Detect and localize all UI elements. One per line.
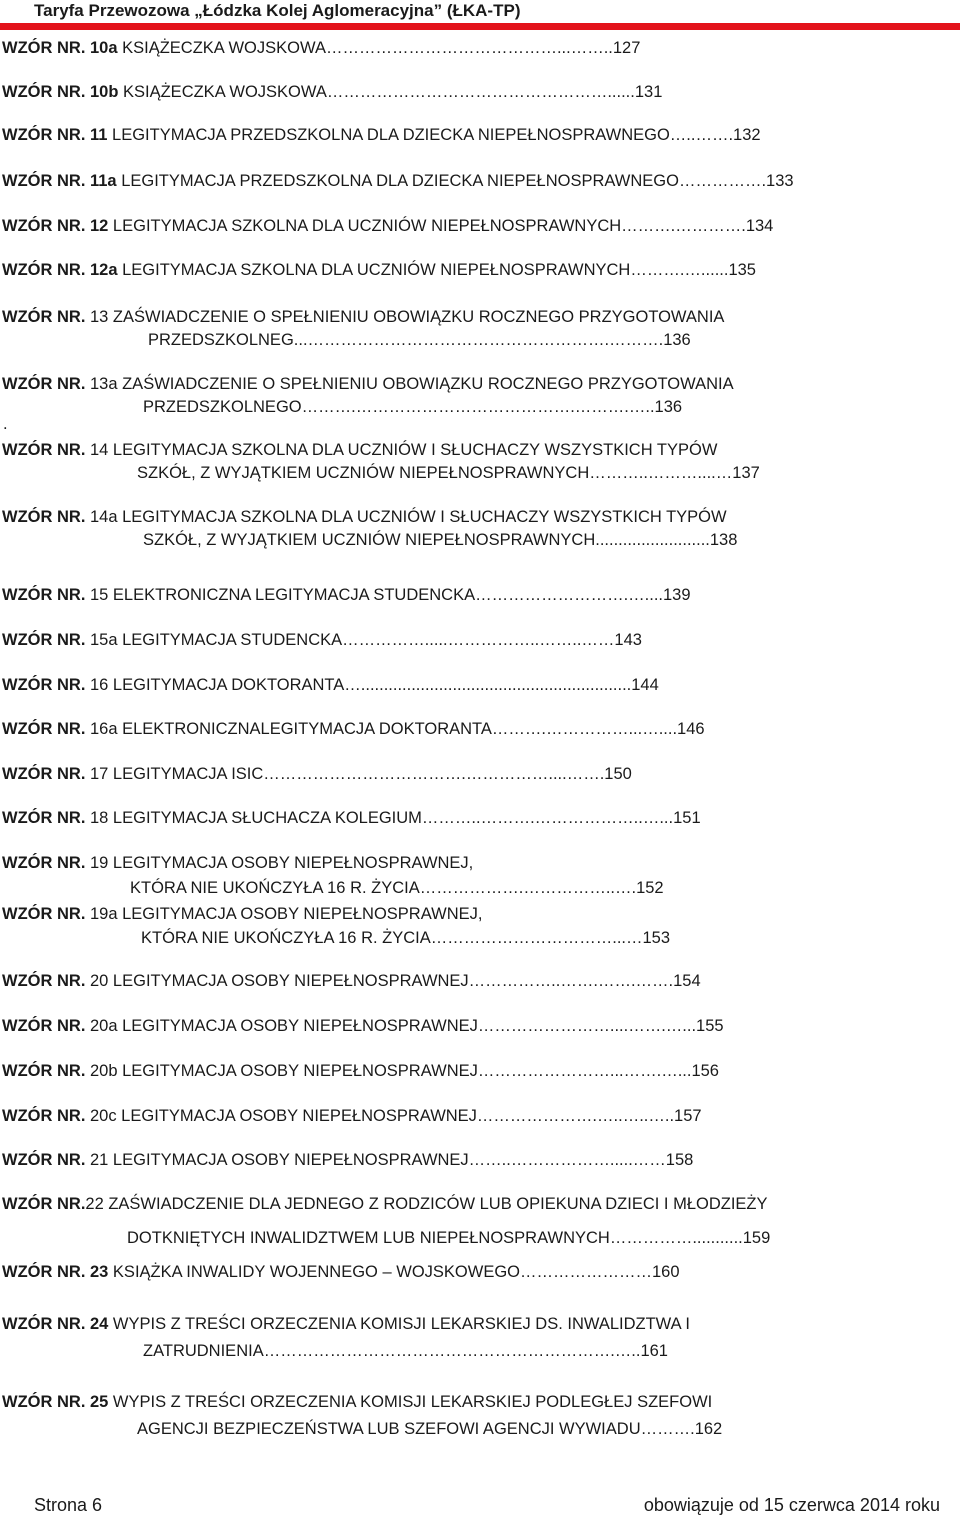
toc-entry [2,1392,712,1412]
toc-entry-continuation: ZATRUDNIENIA……………………………………………………….…..161 [143,1342,668,1360]
toc-entry-title: LEGITYMACJA PRZEDSZKOLNA DLA DZIECKA NIEPEŁNOSPRAWNEGO…..…….132 [107,126,761,144]
toc-entry-label: WZÓR NR. [2,1107,86,1125]
toc-entry-title: 13 ZAŚWIADCZENIE O SPEŁNIENIU OBOWIĄZKU ROCZNEGO PRZYGOTOWANIA [85,308,725,326]
toc-entry [2,971,701,991]
toc-entry [2,82,662,102]
toc-entry [2,585,691,605]
toc-entry-continuation: PRZEDSZKOLNEGO……….………………………………….……….…..136 [143,398,683,416]
toc-entry-continuation: KTÓRA NIE UKOŃCZYŁA 16 R. ŻYCIA……………….……………..….152 [130,879,664,897]
toc-entry [2,1150,693,1170]
toc-entry-label: WZÓR NR. 11a [2,172,117,190]
toc-entry [2,374,734,394]
toc-entry-title: 13a ZAŚWIADCZENIE O SPEŁNIENIU OBOWIĄZKU ROCZNEGO PRZYGOTOWANIA [85,375,734,393]
toc-entry [2,440,717,460]
stray-dot: . [3,415,8,433]
toc-entry-label: WZÓR NR. [2,854,86,872]
toc-entry-continuation: DOTKNIĘTYCH INWALIDZTWEM LUB NIEPEŁNOSPRAWNYCH……………...........159 [127,1229,771,1247]
toc-entry-label: WZÓR NR. [2,1062,86,1080]
toc-entry [2,719,705,739]
toc-entry-title: 14a LEGITYMACJA SZKOLNA DLA UCZNIÓW I SŁUCHACZY WSZYSTKICH TYPÓW [85,508,727,526]
toc-entry-label: WZÓR NR. [2,720,86,738]
toc-entry-label: WZÓR NR. 25 [2,1393,109,1411]
toc-entry-label: WZÓR NR. [2,905,86,923]
toc-entry-label: WZÓR NR. [2,308,86,326]
toc-entry-title: 18 LEGITYMACJA SŁUCHACZA KOLEGIUM………..……….………………..…...151 [85,809,701,827]
toc-entry [2,808,701,828]
toc-entry [2,1061,719,1081]
toc-entry-title: LEGITYMACJA SZKOLNA DLA UCZNIÓW NIEPEŁNOSPRAWNYCH……….………….134 [108,217,774,235]
toc-entry-label: WZÓR NR. [2,441,86,459]
toc-entry [2,904,482,924]
toc-entry-title: LEGITYMACJA PRZEDSZKOLNA DLA DZIECKA NIEPEŁNOSPRAWNEGO…………….133 [116,172,794,190]
toc-entry-label: WZÓR NR. 12 [2,217,109,235]
toc-entry-label: WZÓR NR. 24 [2,1315,109,1333]
toc-entry-label: WZÓR NR. [2,375,86,393]
toc-entry-title: 15a LEGITYMACJA STUDENCKA…………….....……………..……..……143 [85,631,642,649]
toc-entry-label: WZÓR NR. [2,765,86,783]
toc-entry-label: WZÓR NR. [2,508,86,526]
toc-entry-title: WYPIS Z TREŚCI ORZECZENIA KOMISJI LEKARSKIEJ PODLEGŁEJ SZEFOWI [108,1393,713,1411]
toc-entry-label: WZÓR NR. [2,676,86,694]
toc-entry [2,307,724,327]
page-header [0,0,960,22]
toc-entry-label: WZÓR NR. [2,809,86,827]
toc-entry [2,125,761,145]
toc-entry-title: 19a LEGITYMACJA OSOBY NIEPEŁNOSPRAWNEJ, [85,905,483,923]
toc-entry-label: WZÓR NR. [2,1151,86,1169]
toc-entry-title: 16 LEGITYMACJA DOKTORANTA…...........................................................144 [85,676,659,694]
toc-entry-label: WZÓR NR. [2,631,86,649]
toc-entry-title: KSIĄŻKA INWALIDY WOJENNEGO – WOJSKOWEGO……………………160 [108,1263,680,1281]
toc-entry-label: WZÓR NR. [2,586,86,604]
toc-entry-title: LEGITYMACJA SZKOLNA DLA UCZNIÓW NIEPEŁNOSPRAWNYCH……….…......135 [117,261,756,279]
toc-entry-title: 14 LEGITYMACJA SZKOLNA DLA UCZNIÓW I SŁUCHACZY WSZYSTKICH TYPÓW [85,441,718,459]
toc-entry [2,507,727,527]
toc-entry [2,1106,702,1126]
toc-entry-title: KSIĄŻECZKA WOJSKOWA……………………………………...……..127 [117,39,641,57]
toc-entry [2,260,756,280]
toc-entry-title: 20a LEGITYMACJA OSOBY NIEPEŁNOSPRAWNEJ……………………....…….…...155 [85,1017,724,1035]
toc-entry [2,216,773,236]
toc-entry-continuation: AGENCJI BEZPIECZEŃSTWA LUB SZEFOWI AGENCJI WYWIADU……….162 [137,1420,723,1438]
toc-entry-title: 17 LEGITYMACJA ISIC……………………………….……………....…….150 [85,765,632,783]
toc-entry-label: WZÓR NR. [2,1195,86,1213]
toc-entry-title: 21 LEGITYMACJA OSOBY NIEPEŁNOSPRAWNEJ……..……………….....……158 [85,1151,694,1169]
toc-entry-label: WZÓR NR. [2,972,86,990]
toc-entry-continuation: PRZEDSZKOLNEG...……………………………………………….……….136 [148,331,691,349]
toc-entry-title: WYPIS Z TREŚCI ORZECZENIA KOMISJI LEKARSKIEJ DS. INWALIDZTWA I [108,1315,690,1333]
toc-entry-label: WZÓR NR. 10a [2,39,118,57]
toc-entry [2,171,794,191]
toc-entry-title: 20 LEGITYMACJA OSOBY NIEPEŁNOSPRAWNEJ……………..…….…….…….154 [85,972,701,990]
footer-page-number: Strona 6 [34,1495,103,1515]
toc-entry-continuation: KTÓRA NIE UKOŃCZYŁA 16 R. ŻYCIA……………………………...…153 [141,929,671,947]
toc-entry-title: 20c LEGITYMACJA OSOBY NIEPEŁNOSPRAWNEJ………………….…..…..…..157 [85,1107,702,1125]
toc-entry [2,630,642,650]
toc-entry [2,675,659,695]
toc-entry-title: 15 ELEKTRONICZNA LEGITYMACJA STUDENCKA……………………….…....139 [85,586,691,604]
toc-entry-continuation: SZKÓŁ, Z WYJĄTKIEM UCZNIÓW NIEPEŁNOSPRAWNYCH………..………....…137 [137,464,760,482]
toc-entry-label: WZÓR NR. 10b [2,83,119,101]
toc-entry-label: WZÓR NR. [2,1017,86,1035]
toc-entry [2,853,473,873]
toc-entry [2,764,632,784]
toc-entry-title: 19 LEGITYMACJA OSOBY NIEPEŁNOSPRAWNEJ, [85,854,474,872]
toc-entry-title: 22 ZAŚWIADCZENIE DLA JEDNEGO Z RODZICÓW LUB OPIEKUNA DZIECI I MŁODZIEŻY [85,1195,768,1213]
toc-entry-label: WZÓR NR. 12a [2,261,118,279]
toc-entry [2,1016,724,1036]
toc-entry-title: 16a ELEKTRONICZNALEGITYMACJA DOKTORANTA……….……………...…....146 [85,720,705,738]
toc-entry [2,1314,690,1334]
toc-entry-label: WZÓR NR. 11 [2,126,108,144]
footer-validity: obowiązuje od 15 czerwca 2014 roku [643,1495,940,1515]
toc-entry [2,1262,680,1282]
header-rule [0,23,960,30]
toc-entry [2,38,640,58]
toc-entry-continuation: SZKÓŁ, Z WYJĄTKIEM UCZNIÓW NIEPEŁNOSPRAWNYCH.........................138 [143,531,738,549]
header-title: Taryfa Przewozowa „Łódzka Kolej Aglomeracyjna” (ŁKA-TP) [34,1,521,20]
toc-entry-title: KSIĄŻECZKA WOJSKOWA……………………………………………......131 [118,83,663,101]
toc-entry-label: WZÓR NR. 23 [2,1263,109,1281]
toc-entry [2,1194,768,1214]
toc-entry-title: 20b LEGITYMACJA OSOBY NIEPEŁNOSPRAWNEJ……………………...…….…...156 [85,1062,719,1080]
